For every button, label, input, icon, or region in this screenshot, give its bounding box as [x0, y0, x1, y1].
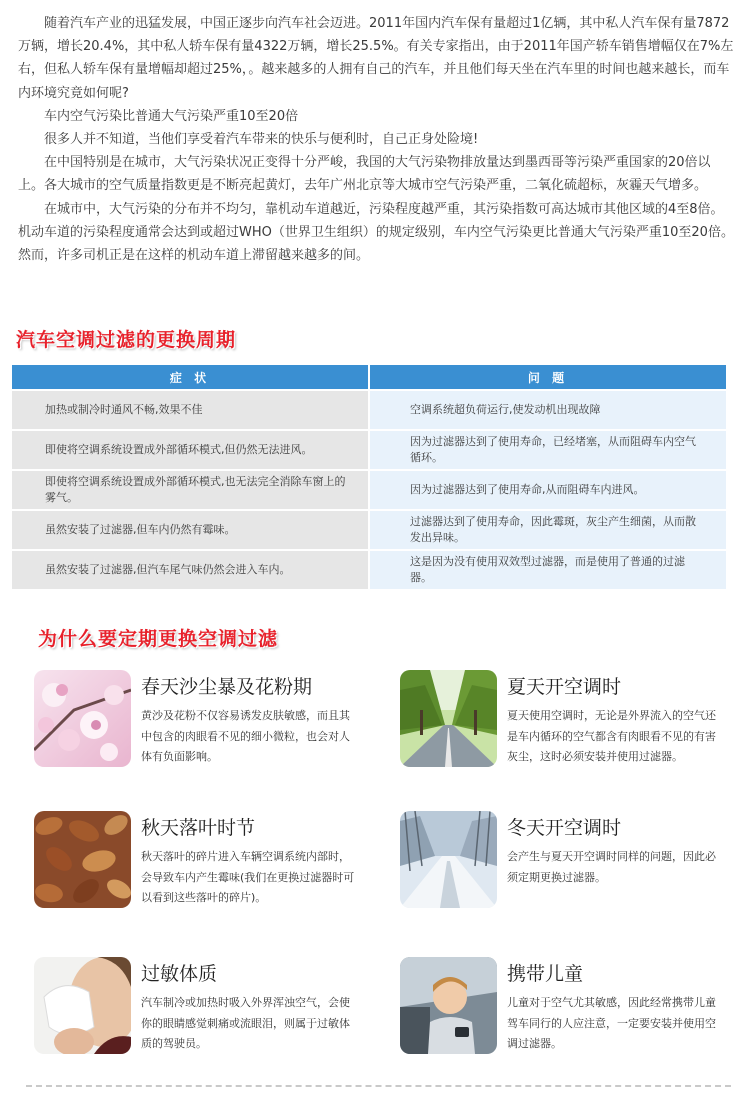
table-row	[12, 471, 726, 509]
symptom-cell: 虽然安装了过滤器,但汽车尾气味仍然会进入车内。	[12, 551, 370, 589]
bottom-divider	[26, 1085, 731, 1087]
replacement-cycle-heading: 汽车空调过滤的更换周期	[16, 329, 237, 351]
symptom-cell: 虽然安装了过滤器,但车内仍然有霉味。	[12, 511, 370, 549]
intro-paragraph: 随着汽车产业的迅猛发展，中国正逐步向汽车社会迈进。2011年国内汽车保有量超过1亿辆，其中私人汽车保有量7872万辆，增长20.4%，其中私人轿车保有量4322万辆，增长25.5%。有关专家指出，由于2011年国产轿车销售增幅仅在7%左右，但私人轿车保有量增幅却超过25%，。越来越多的人拥有自己的汽车，并且他们每天坐在汽车里的时间也越来越长，而车内环境究竟如何呢?	[18, 16, 734, 101]
reason-card-winter	[400, 811, 745, 911]
table-header	[12, 365, 726, 389]
card-description: 秋天落叶的碎片进入车辆空调系统内部时，会导致车内产生霉味(我们在更换过滤器时可以看到这些落叶的碎片)。	[141, 850, 355, 904]
intro-text	[18, 12, 734, 267]
intro-paragraph: 车内空气污染比普通大气污染严重10至20倍	[44, 108, 299, 124]
problem-column-header: 问 题	[527, 370, 569, 385]
intro-paragraph: 在中国特别是在城市，大气污染状况正变得十分严峻，我国的大气污染物排放量达到墨西哥等污染严重国家的20倍以上。各大城市的空气质量指数更是不断亮起黄灯，去年广州北京等大城市空气污染严重，二氧化硫超标，灰霾天气增多。	[18, 155, 711, 194]
problem-cell: 过滤器达到了使用寿命，因此霉斑，灰尘产生细菌，从而散发出异味。	[370, 511, 726, 549]
card-description: 汽车制冷或加热时吸入外界浑浊空气，会使你的眼睛感觉刺痛或流眼泪，则属于过敏体质的驾驶员。	[141, 996, 350, 1050]
card-title: 冬天开空调时	[507, 817, 622, 839]
cherry-blossom-photo	[34, 670, 131, 767]
reason-card-summer	[400, 670, 745, 770]
sneezing-person-photo	[34, 957, 131, 1054]
table-row	[12, 391, 726, 429]
card-title: 携带儿童	[507, 963, 584, 985]
card-description: 会产生与夏天开空调时同样的问题，因此必须定期更换过滤器。	[507, 850, 716, 884]
symptom-cell: 即使将空调系统设置成外部循环模式,但仍然无法进风。	[12, 431, 370, 469]
table-row	[12, 511, 726, 549]
symptom-cell: 加热或制冷时通风不畅,效果不佳	[12, 391, 370, 429]
table-row	[12, 431, 726, 469]
card-description: 儿童对于空气尤其敏感，因此经常携带儿童驾车同行的人应注意，一定要安装并使用空调过滤器。	[507, 996, 716, 1050]
tree-lined-road-photo	[400, 670, 497, 767]
intro-paragraph: 在城市中，大气污染的分布并不均匀，靠机动车道越近，污染程度越严重，其污染指数可高达城市其他区域的4至8倍。机动车道的污染程度通常会达到或超过WHO（世界卫生组织）的规定级别，车内空气污染更比普通大气污染严重10至20倍。然而，许多司机正是在这样的机动车道上滞留越来越多的间。	[18, 201, 734, 264]
problem-cell: 因为过滤器达到了使用寿命,从而阻碍车内进风。	[370, 471, 726, 509]
card-title: 春天沙尘暴及花粉期	[141, 676, 313, 698]
card-description: 夏天使用空调时，无论是外界流入的空气还是车内循环的空气都含有肉眼看不见的有害灰尘，这时必须安装并使用过滤器。	[507, 709, 716, 763]
table-row	[12, 551, 726, 589]
symptom-table	[12, 365, 726, 589]
symptom-cell: 即使将空调系统设置成外部循环模式,也无法完全消除车窗上的雾气。	[12, 471, 370, 509]
reason-card-spring	[34, 670, 379, 770]
card-title: 夏天开空调时	[507, 676, 622, 698]
problem-cell: 这是因为没有使用双效型过滤器，而是使用了普通的过滤器。	[370, 551, 726, 589]
intro-paragraph: 很多人并不知道，当他们享受着汽车带来的快乐与便利时，自己正身处险境!	[44, 132, 479, 148]
symptom-column-header: 症 状	[12, 365, 370, 389]
card-description: 黄沙及花粉不仅容易诱发皮肤敏感，而且其中包含的肉眼看不见的细小微粒，也会对人体有负面影响。	[141, 709, 350, 763]
reason-card-allergy	[34, 957, 379, 1057]
child-in-car-photo	[400, 957, 497, 1054]
reason-card-autumn	[34, 811, 379, 911]
reason-card-children	[400, 957, 745, 1057]
problem-cell: 因为过滤器达到了使用寿命，已经堵塞，从而阻碍车内空气循环。	[370, 431, 726, 469]
card-title: 秋天落叶时节	[141, 817, 256, 839]
fallen-leaves-photo	[34, 811, 131, 908]
card-title: 过敏体质	[141, 963, 218, 985]
why-replace-heading: 为什么要定期更换空调过滤	[38, 628, 279, 650]
problem-cell: 空调系统超负荷运行,使发动机出现故障	[370, 391, 726, 429]
snowy-road-photo	[400, 811, 497, 908]
